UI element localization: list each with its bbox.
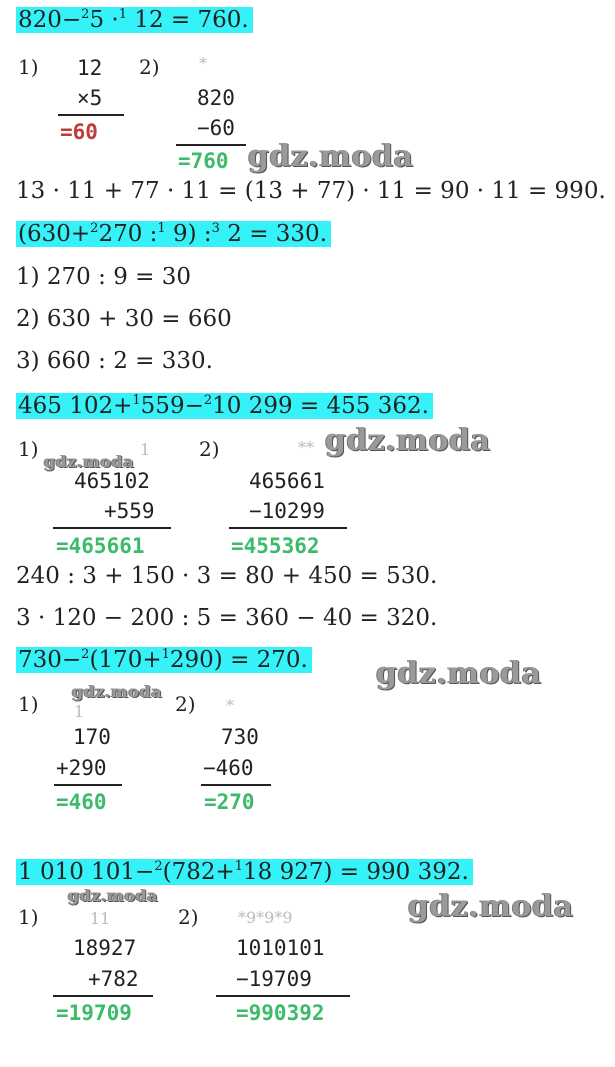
equation-line-2: 13 · 11 + 77 · 11 = (13 + 77) · 11 = 90 · 11 = 990. bbox=[16, 178, 606, 204]
operand: +290 bbox=[56, 756, 107, 780]
highlighted-equation: 465 102+$^1$559−$^2$10 299 = 455 362. bbox=[16, 393, 433, 419]
calc-rule bbox=[176, 144, 246, 146]
calc-result: =60 bbox=[60, 120, 98, 144]
watermark: gdz.moda bbox=[376, 656, 542, 691]
operand: 465102 bbox=[74, 469, 150, 493]
step-number: 1) bbox=[18, 905, 39, 929]
operand: 12 bbox=[77, 56, 103, 80]
operand: 170 bbox=[73, 725, 111, 749]
highlighted-equation: 730−$^2$(170+$^1$290) = 270. bbox=[16, 647, 312, 673]
equation-line-8 bbox=[16, 857, 473, 887]
equation-line-3 bbox=[16, 219, 331, 249]
step-number: 1) bbox=[18, 692, 39, 716]
watermark: gdz.moda bbox=[408, 889, 574, 924]
calc-result: =990392 bbox=[236, 1001, 325, 1025]
calc-rule bbox=[58, 114, 124, 116]
operand: 18927 bbox=[73, 936, 137, 960]
watermark: gdz.moda bbox=[44, 452, 135, 471]
operand: 1010101 bbox=[236, 936, 325, 960]
step-number: 2) bbox=[178, 905, 199, 929]
operand: 465661 bbox=[249, 469, 325, 493]
carry-mark: * bbox=[226, 696, 234, 715]
step-number: 1) bbox=[18, 55, 39, 79]
operand: +559 bbox=[104, 499, 155, 523]
carry-mark: * bbox=[199, 54, 207, 73]
step-line: 2) 630 + 30 = 660 bbox=[16, 306, 232, 332]
operand: 730 bbox=[221, 725, 259, 749]
calc-rule bbox=[53, 527, 171, 529]
carry-mark: *9*9*9 bbox=[238, 908, 293, 927]
highlighted-equation: 1 010 101−$^2$(782+$^1$18 927) = 990 392. bbox=[16, 859, 473, 885]
operand: −460 bbox=[203, 756, 254, 780]
step-number: 2) bbox=[175, 692, 196, 716]
operand: 820 bbox=[197, 86, 235, 110]
step-line: 1) 270 : 9 = 30 bbox=[16, 264, 191, 290]
step-number: 1) bbox=[18, 437, 39, 461]
calc-result: =19709 bbox=[56, 1001, 132, 1025]
calc-rule bbox=[201, 784, 271, 786]
operand: ×5 bbox=[77, 86, 103, 110]
calc-result: =760 bbox=[178, 149, 229, 173]
calc-result: =460 bbox=[56, 790, 107, 814]
carry-mark: 1 bbox=[140, 440, 151, 459]
carry-mark: 11 bbox=[90, 909, 111, 928]
operand: −60 bbox=[197, 116, 235, 140]
calc-result: =455362 bbox=[231, 534, 320, 558]
equation-line-1 bbox=[16, 5, 253, 35]
calc-rule bbox=[54, 784, 122, 786]
calc-rule bbox=[229, 527, 347, 529]
watermark: gdz.moda bbox=[72, 682, 163, 701]
operand: −10299 bbox=[249, 499, 325, 523]
operand: −19709 bbox=[236, 967, 312, 991]
equation-line-7 bbox=[16, 645, 312, 675]
equation-line-4 bbox=[16, 391, 433, 421]
watermark: gdz.moda bbox=[248, 139, 414, 174]
equation-line-5: 240 : 3 + 150 · 3 = 80 + 450 = 530. bbox=[16, 563, 438, 589]
watermark: gdz.moda bbox=[325, 423, 491, 458]
highlighted-equation: (630+$^2$270 :$^1$ 9) :$^3$ 2 = 330. bbox=[16, 221, 331, 247]
calc-rule bbox=[216, 995, 350, 997]
carry-mark: ** bbox=[298, 438, 314, 457]
watermark: gdz.moda bbox=[68, 886, 159, 905]
step-number: 2) bbox=[139, 55, 160, 79]
calc-result: =465661 bbox=[56, 534, 145, 558]
carry-mark: 1 bbox=[74, 702, 85, 721]
equation-line-6: 3 · 120 − 200 : 5 = 360 − 40 = 320. bbox=[16, 605, 438, 631]
calc-rule bbox=[53, 995, 153, 997]
highlighted-equation: 820−$^2$5 ·$^1$ 12 = 760. bbox=[16, 7, 253, 33]
step-number: 2) bbox=[199, 437, 220, 461]
calc-result: =270 bbox=[204, 790, 255, 814]
operand: +782 bbox=[88, 967, 139, 991]
step-line: 3) 660 : 2 = 330. bbox=[16, 348, 213, 374]
